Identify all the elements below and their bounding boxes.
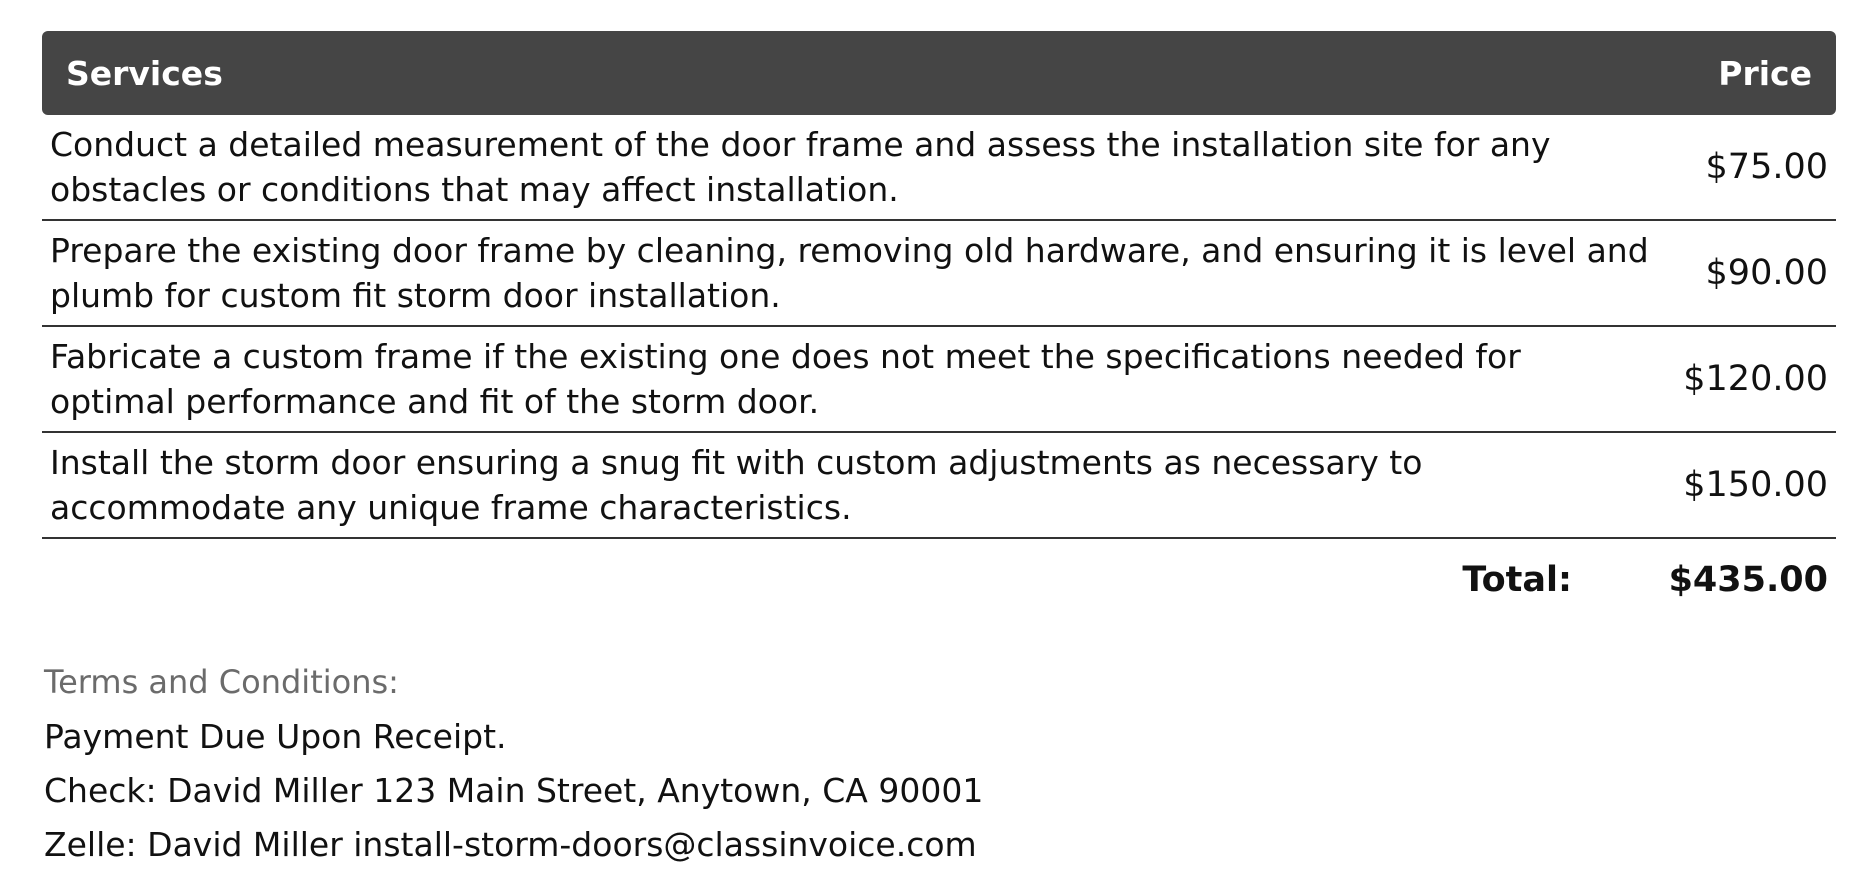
service-description-line: obstacles or conditions that may affect installation. — [50, 170, 899, 209]
service-price: $75.00 — [1705, 147, 1828, 187]
service-price: $90.00 — [1705, 253, 1828, 293]
service-description-line: optimal performance and fit of the storm door. — [50, 382, 820, 421]
price-column-header: Price — [1718, 53, 1812, 93]
service-price: $120.00 — [1683, 359, 1828, 399]
service-description-line: Prepare the existing door frame by cleaning, removing old hardware, and ensuring it is level and — [50, 231, 1649, 270]
check-payment-line: Check: David Miller 123 Main Street, Anytown, CA 90001 — [44, 771, 984, 810]
service-description-line: accommodate any unique frame characteristics. — [50, 488, 852, 527]
payment-terms-line: Payment Due Upon Receipt. — [44, 717, 507, 756]
table-row — [42, 115, 1836, 221]
service-description — [50, 440, 1670, 530]
service-description-line: Fabricate a custom frame if the existing one does not meet the specifications needed for — [50, 337, 1521, 376]
zelle-payment-line: Zelle: David Miller install-storm-doors@classinvoice.com — [44, 825, 977, 864]
services-column-header: Services — [66, 53, 223, 93]
table-row — [42, 433, 1836, 539]
table-row — [42, 221, 1836, 327]
service-description — [50, 228, 1670, 318]
services-table — [42, 31, 1836, 621]
service-price: $150.00 — [1683, 465, 1828, 505]
service-description-line: plumb for custom fit storm door installation. — [50, 276, 781, 315]
terms-title: Terms and Conditions: — [44, 663, 399, 701]
total-value: $435.00 — [1668, 560, 1828, 600]
service-description-line: Conduct a detailed measurement of the door frame and assess the installation site for any — [50, 125, 1551, 164]
service-description — [50, 122, 1670, 212]
table-header — [42, 31, 1836, 115]
service-description-line: Install the storm door ensuring a snug fit with custom adjustments as necessary to — [50, 443, 1423, 482]
total-label: Total: — [1462, 560, 1572, 600]
table-row — [42, 327, 1836, 433]
terms-section — [44, 660, 1244, 872]
service-description — [50, 334, 1670, 424]
total-row — [42, 539, 1836, 621]
